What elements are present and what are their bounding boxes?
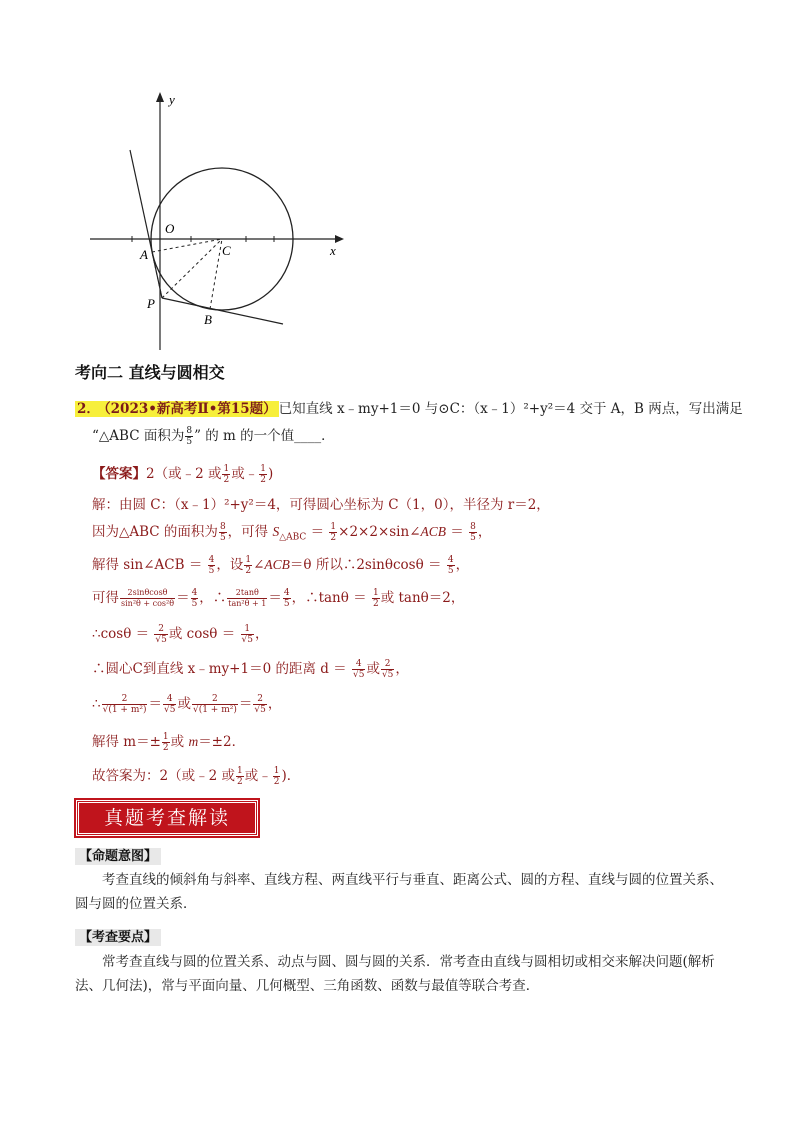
solution-line-6: ∴圆心C到直线 x﹣my+1＝0 的距离 d ＝ $\frac{4}{√5}$ 或 $\frac{2}{√5}$ ， [92, 659, 409, 680]
solution-line-4: 可得 $\frac{2\sin\theta\cos\theta}{\text{sin²θ + cos²θ}}$ ＝ $\frac{4}{5}$ ，∴ $\frac{2\tan\theta}{\text{tan²θ + 1}}$ ＝ $\frac{4}{5}$ ，∴tanθ ＝ $\frac{1}{2}$ 或 tanθ＝2， [92, 588, 465, 609]
problem-source: （2023•新高考Ⅱ•第15题） [103, 401, 277, 417]
points-text: 常考查直线与圆的位置关系、动点与圆、圆与圆的关系．常考查由直线与圆相切或相交来解决问题(解析法、几何法)，常与平面向量、几何概型、三角函数、函数与最值等联合考查． [75, 954, 715, 994]
intent-label-wrap [75, 845, 161, 864]
problem-text-2b: ” 的 m 的一个值 [194, 428, 295, 444]
y-axis-arrow [156, 92, 164, 102]
section-title: 考向二 直线与圆相交 [75, 363, 225, 382]
tangent-line-PA [130, 150, 162, 298]
problem-line-2: “△ABC 面积为 $\frac{8}{5}$ ” 的 m 的一个值____． [92, 426, 335, 447]
problem-text-2a: “△ABC 面积为 [92, 428, 185, 444]
answer-line: 【答案】2（或﹣2 或 $\frac{1}{2}$ 或﹣ $\frac{1}{2}$ ) [92, 464, 274, 485]
solution-line-7: ∴ $\frac{2}{\text{√(1 + m²)}}$ ＝ $\frac{4}{√5}$ 或 $\frac{2}{\text{√(1 + m²)}}$ ＝ $\frac{2}{√5}$ ， [92, 694, 282, 715]
intent-label: 【命题意图】 [75, 848, 161, 865]
problem-line-1 [75, 397, 743, 417]
answer-value: 2（或﹣2 或 [146, 466, 222, 482]
label-A: A [140, 247, 148, 262]
solution-line-9: 故答案为：2（或﹣2 或 $\frac{1}{2}$ 或﹣ $\frac{1}{2}$ )． [92, 766, 301, 787]
solution-line-8: 解得 m＝± $\frac{1}{2}$ 或 m＝±2． [92, 732, 246, 753]
x-axis-arrow [335, 235, 344, 243]
section-banner: 真题考查解读 [76, 800, 258, 836]
label-P: P [147, 296, 155, 311]
solution-line-1: 解：由圆 C：（x﹣1）²+y²＝4，可得圆心坐标为 C（1，0），半径为 r＝2， [92, 497, 550, 513]
points-label: 【考查要点】 [75, 929, 161, 946]
tangent-line-PB [162, 298, 283, 324]
label-C: C [222, 243, 231, 258]
solution-line-5: ∴cosθ ＝ $\frac{2}{√5}$ 或 cosθ ＝ $\frac{1}{√5}$ ， [92, 624, 269, 645]
label-y: y [169, 92, 175, 107]
geometry-figure [80, 88, 360, 353]
solution-line-3: 解得 sin∠ACB ＝ $\frac{4}{5}$ ，设 $\frac{1}{2}$ ∠ACB＝θ 所以∴2sinθcosθ ＝ $\frac{4}{5}$ ， [92, 555, 470, 576]
problem-text-1: 已知直线 x﹣my+1＝0 与⊙C：（x﹣1）²+y²＝4 交于 A，B 两点，写出满足 [278, 401, 743, 417]
problem-number: 2． [77, 401, 100, 417]
solution-line-2: 因为△ABC 的面积为 $\frac{8}{5}$ ，可得 $S_{\triangle ABC}$ ＝ $\frac{1}{2}$ ×2×2×sin∠ACB ＝ $\frac{8}{5}$ ， [92, 522, 492, 543]
label-O: O [165, 221, 175, 236]
points-label-wrap [75, 926, 161, 945]
answer-blank: ____． [294, 428, 335, 444]
label-x: x [330, 243, 336, 258]
intent-text: 考查直线的倾斜角与斜率、直线方程、两直线平行与垂直、距离公式、圆的方程、直线与圆的位置关系、圆与圆的位置关系． [75, 872, 723, 912]
answer-label: 【答案】 [92, 466, 146, 482]
label-B: B [204, 312, 212, 327]
